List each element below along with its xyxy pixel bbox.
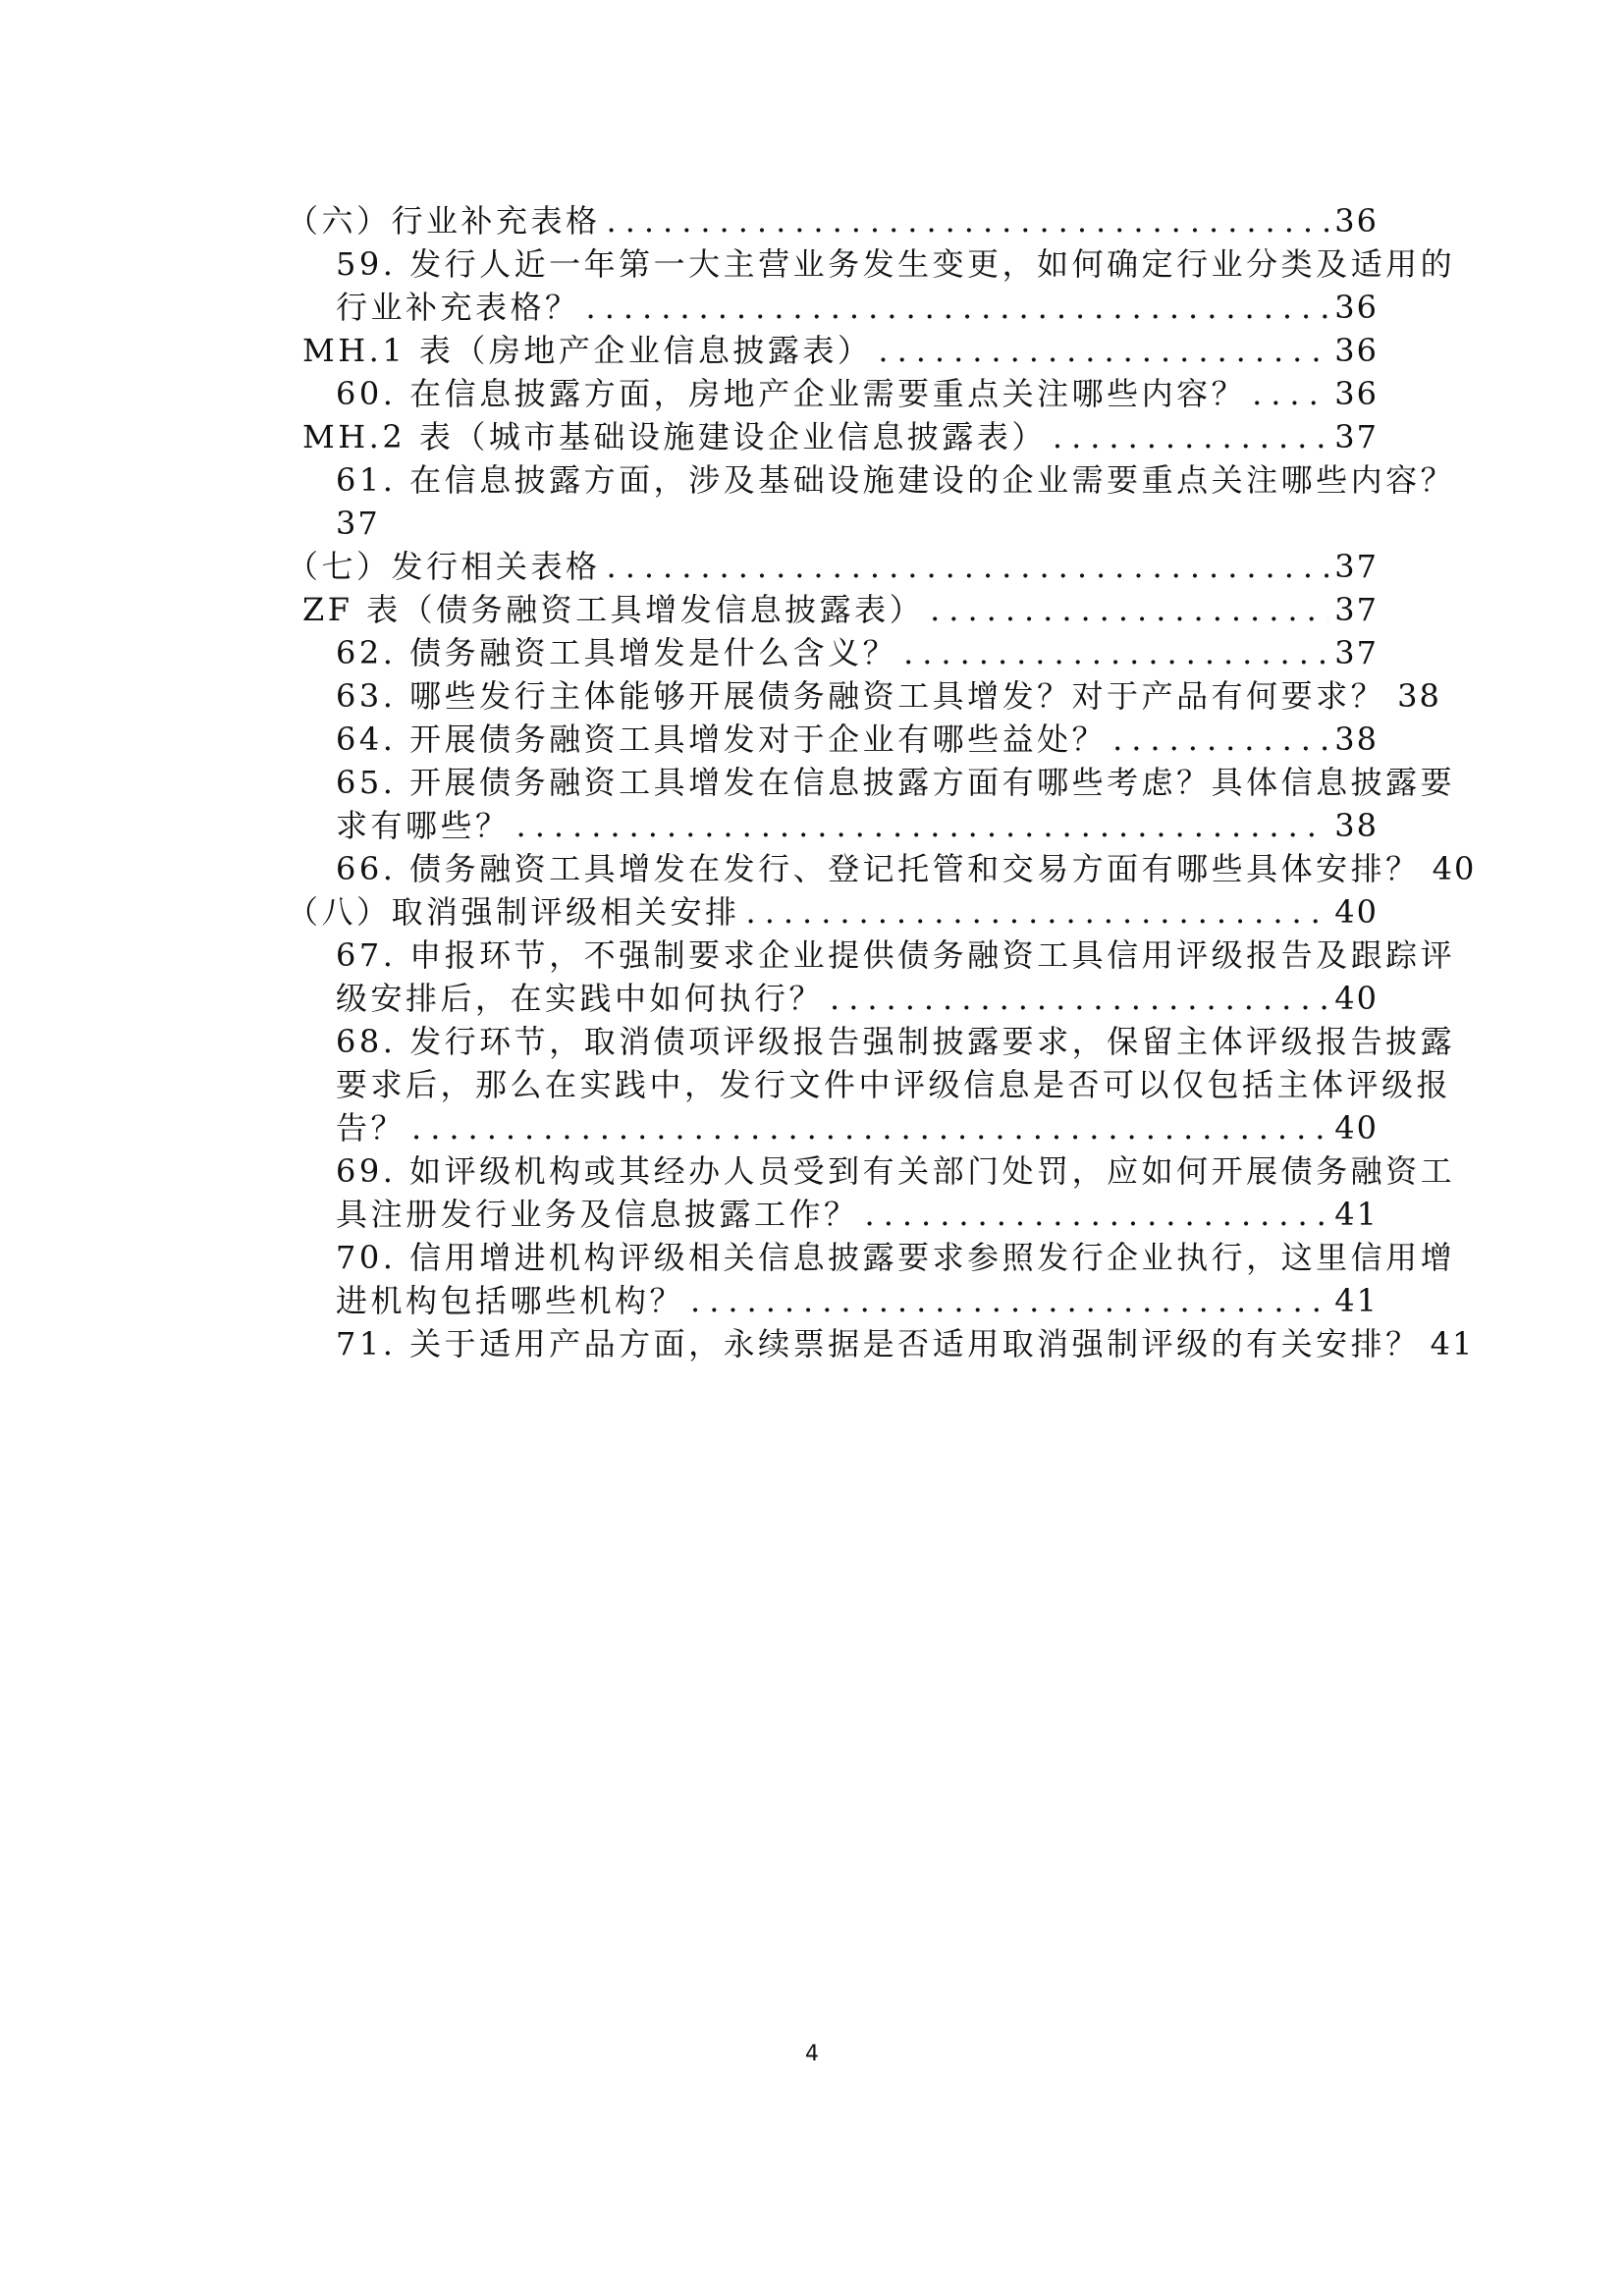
toc-entry-q65[interactable]	[336, 761, 1456, 847]
toc-title-line2: 进机构包括哪些机构？	[336, 1282, 685, 1319]
toc-title: 60. 在信息披露方面，房地产企业需要重点关注哪些内容？	[336, 375, 1247, 412]
toc-title-line2: 行业补充表格？	[336, 289, 580, 326]
toc-title: 62. 债务融资工具增发是什么含义？	[336, 634, 898, 671]
toc-page: 38	[1334, 807, 1379, 844]
toc-entry-q67[interactable]	[336, 934, 1456, 1020]
toc-title-line1: 70. 信用增进机构评级相关信息披露要求参照发行企业执行，这里信用增	[336, 1239, 1456, 1276]
toc-title-line2: 具注册发行业务及信息披露工作？	[336, 1196, 859, 1233]
toc-page: 36	[1334, 289, 1379, 326]
toc-title-line2: 要求后，那么在实践中，发行文件中评级信息是否可以仅包括主体评级报	[336, 1066, 1452, 1103]
toc-entry-section6[interactable]	[287, 199, 1379, 242]
toc-title: （六）行业补充表格	[287, 202, 601, 240]
toc-entry-zf[interactable]	[302, 588, 1379, 631]
toc-entry-q61[interactable]	[336, 458, 1456, 545]
toc-entry-q62[interactable]	[336, 631, 1379, 674]
toc-title: 64. 开展债务融资工具增发对于企业有哪些益处？	[336, 721, 1108, 758]
toc-title-line1: 65. 开展债务融资工具增发在信息披露方面有哪些考虑？具体信息披露要	[336, 764, 1456, 801]
toc-title-line3: 告？	[336, 1109, 406, 1147]
toc-title: （七）发行相关表格	[287, 548, 601, 585]
toc-leader	[865, 1193, 1329, 1236]
toc-title-line2: 求有哪些？	[336, 807, 511, 844]
toc-title-line2: 级安排后，在实践中如何执行？	[336, 980, 825, 1017]
toc-entry-q59[interactable]	[336, 242, 1456, 329]
toc-entry-q64[interactable]	[336, 718, 1379, 761]
toc-title: MH.1 表（房地产企业信息披露表）	[302, 332, 873, 369]
toc-page: 37	[1334, 591, 1379, 628]
toc-entry-q68[interactable]	[336, 1020, 1456, 1149]
toc-page: 38	[1334, 721, 1379, 758]
toc-leader	[607, 199, 1329, 242]
toc-leader	[1112, 718, 1328, 761]
toc-entry-section8[interactable]	[287, 890, 1379, 934]
toc-title: （八）取消强制评级相关安排	[287, 893, 740, 931]
toc-entry-q63[interactable]	[336, 674, 1441, 718]
toc-leader	[1053, 415, 1328, 458]
toc-page: 40	[1334, 1109, 1379, 1147]
toc-page: 36	[1334, 375, 1379, 412]
toc-page: 36	[1334, 332, 1379, 369]
toc-leader	[830, 977, 1328, 1020]
toc-page: 37	[1334, 634, 1379, 671]
toc-leader	[878, 329, 1328, 372]
toc-leader	[746, 890, 1329, 934]
toc-page: 36	[1334, 202, 1379, 240]
toc-title-line1: 67. 申报环节，不强制要求企业提供债务融资工具信用评级报告及跟踪评	[336, 936, 1456, 974]
toc-leader	[690, 1279, 1328, 1322]
toc-entry-section7[interactable]	[287, 545, 1379, 588]
toc-leader	[411, 1106, 1328, 1149]
toc-title: MH.2 表（城市基础设施建设企业信息披露表）	[302, 418, 1047, 455]
toc-entry-q71[interactable]	[336, 1322, 1475, 1365]
toc-leader	[903, 631, 1328, 674]
toc-entry-mh2[interactable]	[302, 415, 1379, 458]
toc-title: 66. 债务融资工具增发在发行、登记托管和交易方面有哪些具体安排？	[336, 850, 1421, 887]
toc-title: ZF 表（债务融资工具增发信息披露表）	[302, 591, 925, 628]
toc-leader	[1252, 372, 1328, 415]
toc-page: 37	[1334, 548, 1379, 585]
toc-page: 41	[1334, 1196, 1379, 1233]
toc-page: 41	[1334, 1282, 1379, 1319]
toc-title-line1: 68. 发行环节，取消债项评级报告强制披露要求，保留主体评级报告披露	[336, 1023, 1456, 1060]
toc-leader	[607, 545, 1329, 588]
toc-title: 63. 哪些发行主体能够开展债务融资工具增发？对于产品有何要求？	[336, 677, 1386, 715]
toc-page: 41	[1430, 1325, 1475, 1362]
toc-page: 40	[1334, 893, 1379, 931]
toc-entry-q70[interactable]	[336, 1236, 1456, 1322]
toc-leader	[586, 286, 1329, 329]
toc-title-line1: 61. 在信息披露方面，涉及基础设施建设的企业需要重点关注哪些内容？	[336, 461, 1456, 499]
toc-title: 71. 关于适用产品方面，永续票据是否适用取消强制评级的有关安排？	[336, 1325, 1421, 1362]
toc-title-line1: 69. 如评级机构或其经办人员受到有关部门处罚，应如何开展债务融资工	[336, 1152, 1456, 1190]
toc-page: 40	[1334, 980, 1379, 1017]
toc-entry-mh1[interactable]	[302, 329, 1379, 372]
toc-entry-q66[interactable]	[336, 847, 1477, 890]
toc-page: 37	[336, 505, 380, 542]
toc-entry-q69[interactable]	[336, 1149, 1456, 1236]
toc-page: 37	[1334, 418, 1379, 455]
page-number: 4	[805, 2042, 819, 2066]
toc-leader	[930, 588, 1328, 631]
toc-page: 40	[1432, 850, 1477, 887]
toc-entry-q60[interactable]	[336, 372, 1379, 415]
toc-leader	[516, 804, 1329, 847]
toc-page: 38	[1397, 677, 1441, 715]
toc-title-line1: 59. 发行人近一年第一大主营业务发生变更，如何确定行业分类及适用的	[336, 245, 1456, 283]
